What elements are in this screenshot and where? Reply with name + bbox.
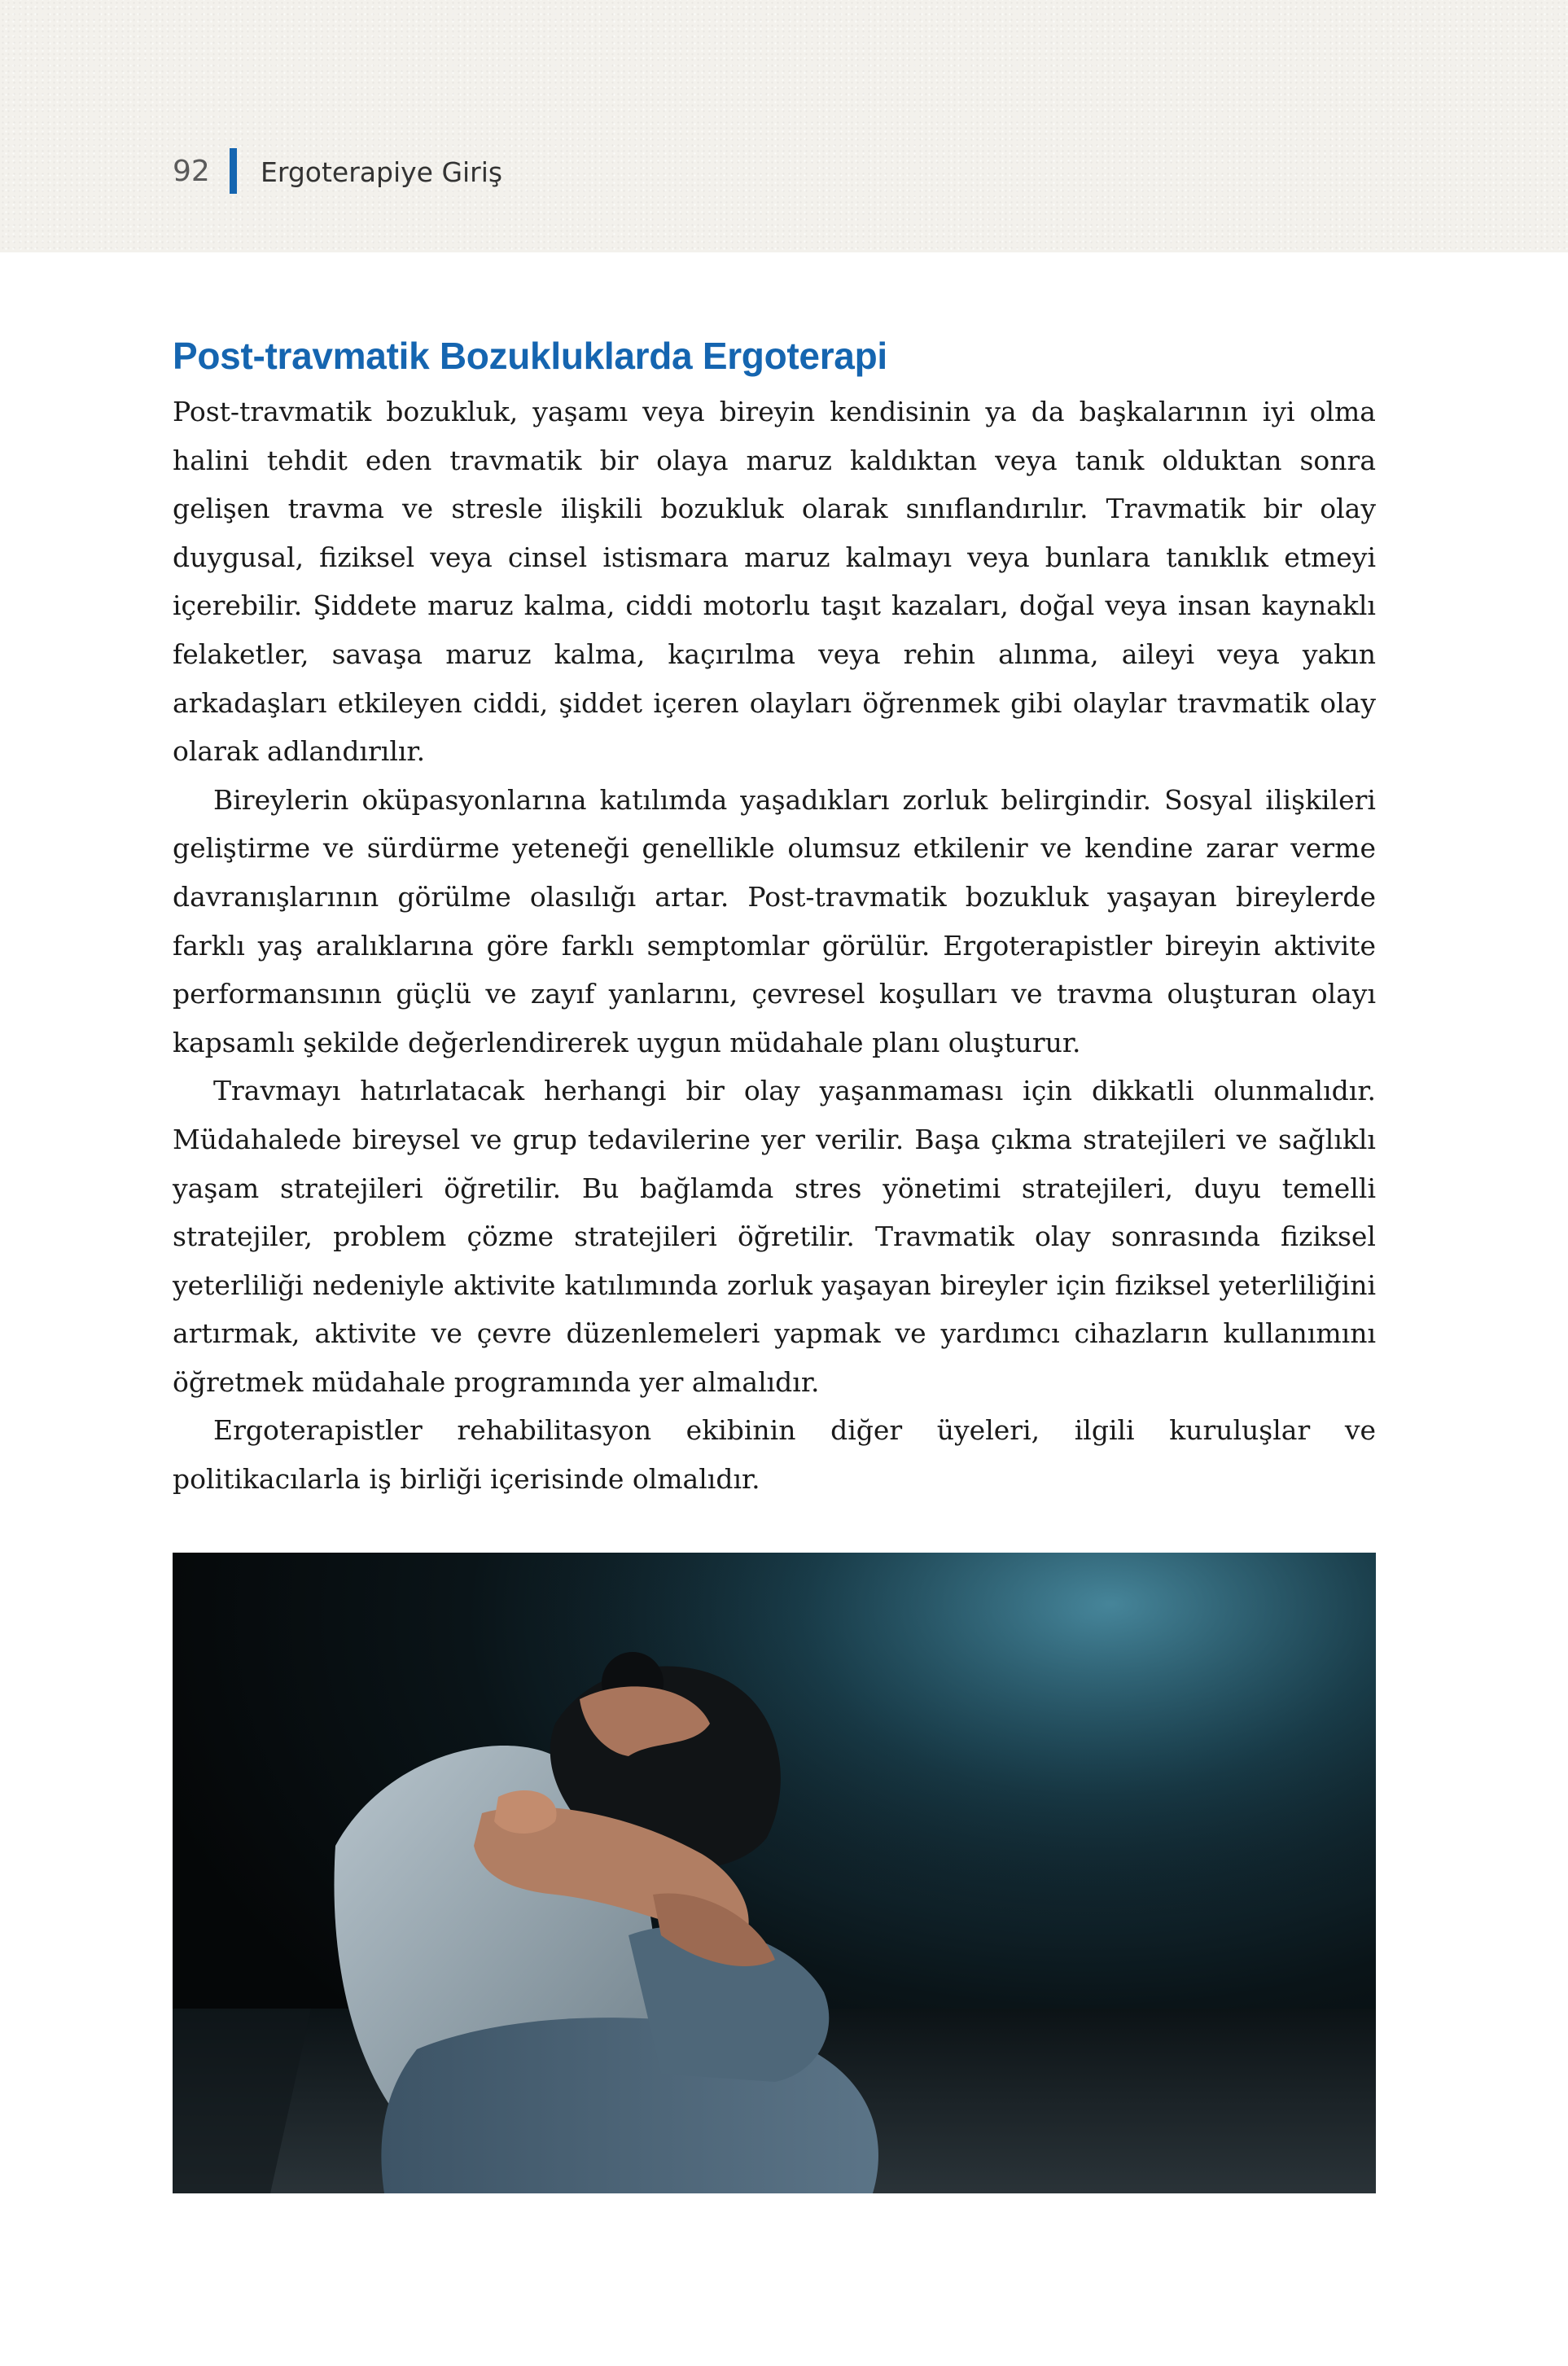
running-title: Ergoterapiye Giriş xyxy=(261,156,503,188)
photo-icon xyxy=(173,1553,1376,2193)
paragraph-2: Bireylerin oküpasyonlarına katılımda yaşadıkları zorluk belirgindir. Sosyal ilişkileri geliştirme ve sürdürme yeteneği genellikle olumsuz etkilenir ve kendine zarar verme davranışlarının görülme olasılığı artar. Post-travmatik bozukluk yaşayan bireylerde farklı yaş aralıklarına göre farklı semptomlar görülür. Ergoterapistler bireyin aktivite performansının güçlü ve zayıf yanlarını, çevresel koşulları ve travma oluşturan olayı kapsamlı şekilde değerlendirerek uygun müdahale planı oluşturur. xyxy=(173,783,1376,1058)
header-accent-bar xyxy=(230,148,237,194)
header-band xyxy=(0,0,1568,252)
paragraph-1: Post-travmatik bozukluk, yaşamı veya bireyin kendisinin ya da başkalarının iyi olma halini tehdit eden travmatik bir olaya maruz kaldıktan veya tanık olduktan sonra gelişen travma ve stresle ilişkili bozukluk olarak sınıflandırılır. Travmatik bir olay duygusal, fiziksel veya cinsel istismara maruz kalmayı veya bunlara tanıklık etmeyi içerebilir. Şiddete maruz kalma, ciddi motorlu taşıt kazaları, doğal veya insan kaynaklı felaketler, savaşa maruz kalma, kaçırılma veya rehin alınma, aileyi veya yakın arkadaşları etkileyen ciddi, şiddet içeren olayları öğrenmek gibi olaylar travmatik olay olarak adlandırılır. xyxy=(173,396,1376,768)
distressed-person-photo xyxy=(173,1553,1376,2193)
body-text xyxy=(173,388,1376,1504)
paragraph-4: Ergoterapistler rehabilitasyon ekibinin diğer üyeleri, ilgili kuruluşlar ve politikacılarla iş birliği içerisinde olmalıdır. xyxy=(173,1414,1376,1496)
paragraph-3: Travmayı hatırlatacak herhangi bir olay yaşanmaması için dikkatli olunmalıdır. Müdahalede bireysel ve grup tedavilerine yer verilir. Başa çıkma stratejileri ve sağlıklı yaşam stratejileri öğretilir. Bu bağlamda stres yönetimi stratejileri, duyu temelli stratejiler, problem çözme stratejileri öğretilir. Travmatik olay sonrasında fiziksel yeterliliği nedeniyle aktivite katılımında zorluk yaşayan bireyler için fiziksel yeterliliğini artırmak, aktivite ve çevre düzenlemeleri yapmak ve yardımcı cihazların kullanımını öğretmek müdahale programında yer almalıdır. xyxy=(173,1075,1376,1398)
page-number: 92 xyxy=(173,155,210,188)
section-title: Post-travmatik Bozukluklarda Ergoterapi xyxy=(173,335,887,377)
